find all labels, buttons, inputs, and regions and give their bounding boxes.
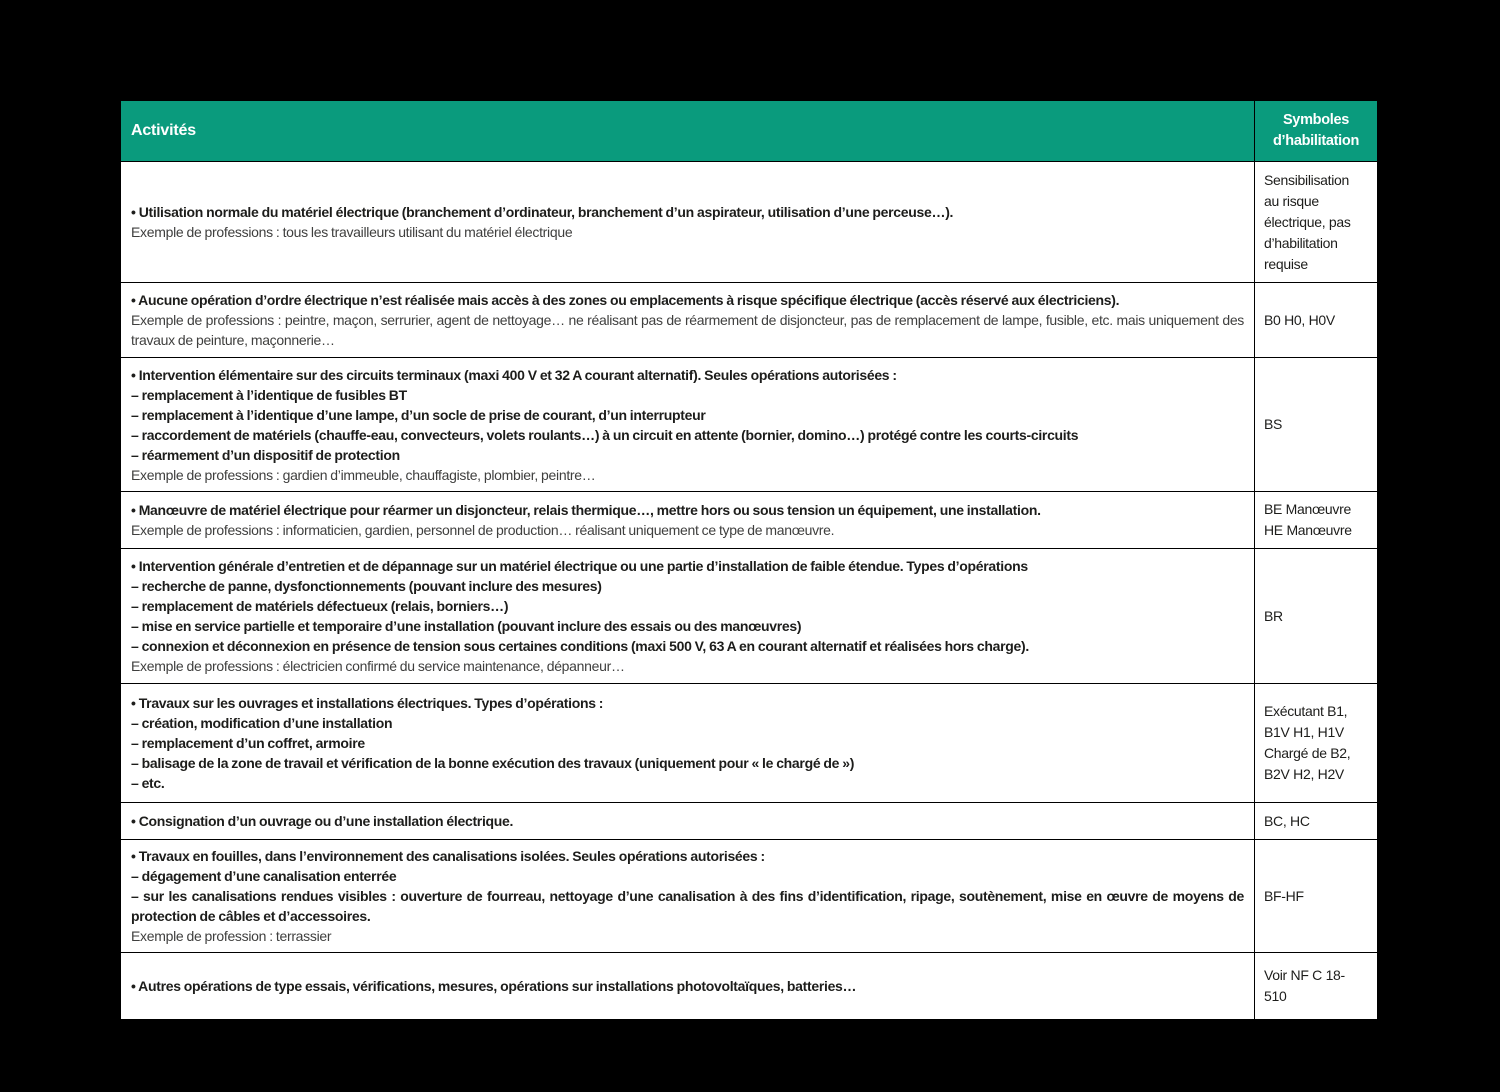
table-body: [121, 161, 1377, 1019]
symbol-line: B0 H0, H0V: [1264, 311, 1335, 328]
symbol-line: Sensibilisation: [1264, 171, 1349, 188]
symbol-line: au risque: [1264, 192, 1319, 209]
activity-line: – sur les canalisations rendues visibles : ouverture de fourreau, nettoyage d’une canalisation à des fins d’identification, ripage, soutènement, mise en œuvre de moyens de protection de câbles et d’accessoires.: [131, 888, 1244, 924]
activity-line: – etc.: [131, 775, 165, 791]
example-line: Exemple de professions : peintre, maçon, serrurier, agent de nettoyage… ne réalisant pas de réarmement de disjoncteur, pas de remplacement de lampe, fusible, etc. mais uniquement des travaux de peinture, maçonnerie…: [131, 312, 1244, 348]
activity-line: • Aucune opération d’ordre électrique n’est réalisée mais accès à des zones ou emplacements à risque spécifique électrique (accès réservé aux électriciens).: [131, 292, 1120, 308]
example-line: Exemple de professions : électricien confirmé du service maintenance, dépanneur…: [131, 658, 625, 674]
symbol-line: Voir NF C 18-: [1264, 967, 1345, 983]
activity-cell: [121, 803, 1255, 839]
symbol-cell: [1255, 684, 1377, 802]
activity-line: • Intervention élémentaire sur des circuits terminaux (maxi 400 V et 32 A courant alternatif). Seules opérations autorisées :: [131, 366, 897, 383]
table-row: [121, 839, 1377, 952]
activity-line: – connexion et déconnexion en présence de tension sous certaines conditions (maxi 500 V, 63 A en courant alternatif et réalisées hors charge).: [131, 638, 1029, 654]
table-row: [121, 802, 1377, 839]
symbol-line: Exécutant B1,: [1264, 703, 1348, 719]
symbol-cell: [1255, 358, 1377, 491]
symbol-line: requise: [1264, 255, 1308, 272]
symbol-line: B1V H1, H1V: [1264, 724, 1344, 740]
table-row: [121, 952, 1377, 1019]
table-row: [121, 282, 1377, 357]
example-line: Exemple de professions : gardien d’immeuble, chauffagiste, plombier, peintre…: [131, 466, 596, 483]
symbol-line: HE Manœuvre: [1264, 522, 1352, 538]
activity-line: – création, modification d’une installation: [131, 715, 393, 731]
symbol-cell: [1255, 549, 1377, 683]
table-header-row: [121, 101, 1377, 161]
symbol-line: B2V H2, H2V: [1264, 766, 1344, 782]
activity-cell: [121, 549, 1255, 683]
activity-cell: [121, 162, 1255, 282]
activity-line: • Consignation d’un ouvrage ou d’une installation électrique.: [131, 813, 514, 829]
activities-column-header: Activités: [121, 101, 1255, 161]
symbol-line: 510: [1264, 988, 1287, 1004]
symbol-cell: [1255, 283, 1377, 357]
table-row: [121, 161, 1377, 282]
symbol-cell: [1255, 953, 1377, 1019]
activity-cell: [121, 492, 1255, 548]
activity-cell: [121, 840, 1255, 952]
activity-line: – recherche de panne, dysfonctionnements (pouvant inclure des mesures): [131, 578, 602, 594]
table-row: [121, 491, 1377, 548]
symbols-header-line-2: d’habilitation: [1272, 133, 1359, 149]
activity-line: • Intervention générale d’entretien et de dépannage sur un matériel électrique ou une partie d’installation de faible étendue. Types d’opérations: [131, 558, 1028, 574]
symbols-header-line-1: Symboles: [1282, 112, 1350, 128]
activity-line: – raccordement de matériels (chauffe-eau, convecteurs, volets roulants…) à un circuit en attente (bornier, domino…) protégé contre les courts-circuits: [131, 426, 1079, 443]
table-row: [121, 548, 1377, 683]
symbol-line: BS: [1264, 416, 1283, 432]
symbol-cell: [1255, 162, 1377, 282]
symbols-column-header: [1255, 101, 1377, 161]
symbol-line: électrique, pas: [1264, 213, 1351, 230]
activity-line: • Travaux sur les ouvrages et installations électriques. Types d’opérations :: [131, 695, 604, 711]
activity-cell: [121, 953, 1255, 1019]
symbol-line: BE Manœuvre: [1264, 501, 1351, 517]
activity-line: – dégagement d’une canalisation enterrée: [131, 868, 397, 884]
symbol-line: d’habilitation: [1264, 234, 1338, 251]
symbol-cell: [1255, 840, 1377, 952]
symbol-line: Chargé de B2,: [1264, 745, 1351, 761]
activity-line: – mise en service partielle et temporaire d’une installation (pouvant inclure des essais ou des manœuvres): [131, 618, 802, 634]
symbol-line: BR: [1264, 607, 1283, 624]
activity-cell: [121, 684, 1255, 802]
activity-line: – réarmement d’un dispositif de protection: [131, 446, 400, 463]
activity-cell: [121, 283, 1255, 357]
activity-line: • Autres opérations de type essais, vérifications, mesures, opérations sur installations photovoltaïques, batteries…: [131, 978, 857, 994]
activity-line: – remplacement de matériels défectueux (relais, borniers…): [131, 598, 509, 614]
activity-cell: [121, 358, 1255, 491]
table-row: [121, 357, 1377, 491]
activity-line: • Travaux en fouilles, dans l’environnement des canalisations isolées. Seules opérations autorisées :: [131, 848, 765, 864]
example-line: Exemple de profession : terrassier: [131, 928, 332, 944]
activity-line: • Manœuvre de matériel électrique pour réarmer un disjoncteur, relais thermique…, mettre hors ou sous tension un équipement, une installation.: [131, 502, 1041, 518]
activity-line: – remplacement d’un coffret, armoire: [131, 735, 365, 751]
symbol-cell: [1255, 492, 1377, 548]
activity-line: – remplacement à l’identique d’une lampe, d’un socle de prise de courant, d’un interrupteur: [131, 406, 706, 423]
activity-line: • Utilisation normale du matériel électrique (branchement d’ordinateur, branchement d’un aspirateur, utilisation d’une perceuse…).: [131, 204, 954, 220]
activity-line: – remplacement à l’identique de fusibles BT: [131, 386, 407, 403]
example-line: Exemple de professions : informaticien, gardien, personnel de production… réalisant uniquement ce type de manœuvre.: [131, 522, 835, 538]
symbol-line: BF-HF: [1264, 887, 1304, 904]
activity-line: – balisage de la zone de travail et vérification de la bonne exécution des travaux (uniquement pour « le chargé de »): [131, 755, 855, 771]
habilitation-table: [120, 100, 1378, 1020]
symbol-cell: [1255, 803, 1377, 839]
table-row: [121, 683, 1377, 802]
symbol-line: BC, HC: [1264, 812, 1310, 829]
example-line: Exemple de professions : tous les travailleurs utilisant du matériel électrique: [131, 224, 573, 240]
